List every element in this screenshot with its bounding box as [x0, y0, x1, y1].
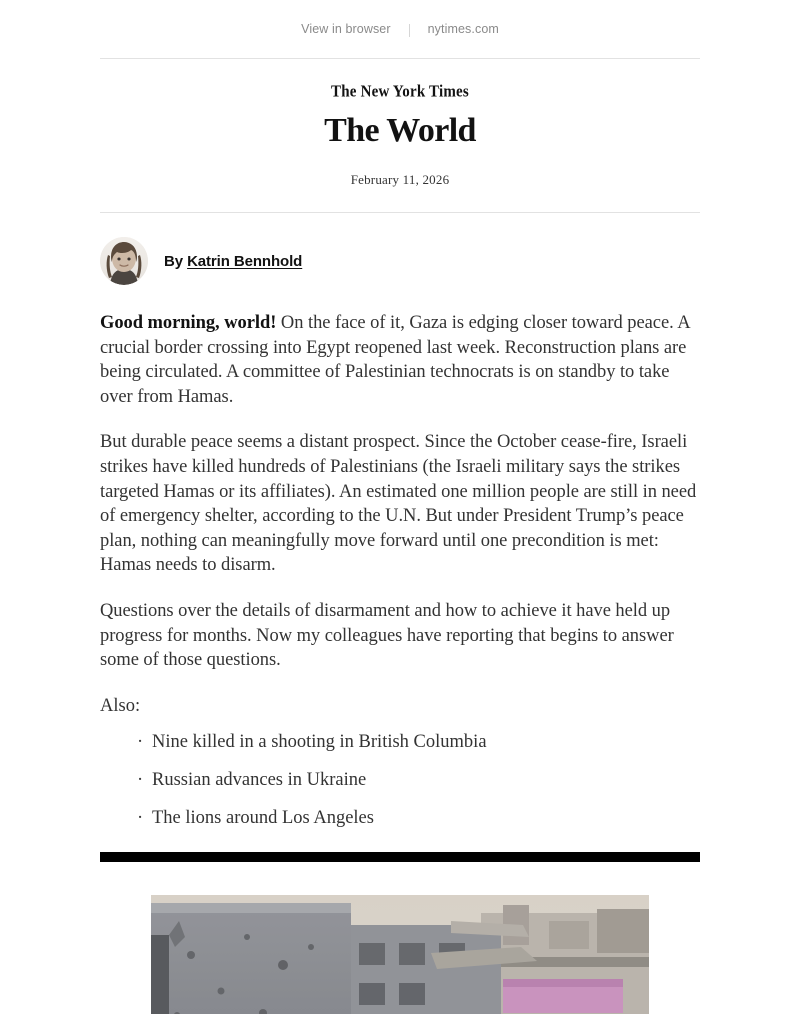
- masthead: [0, 59, 800, 188]
- bullet-marker-icon: ·: [137, 732, 144, 753]
- byline-text: [164, 253, 302, 270]
- list-item-label[interactable]: The lions around Los Angeles: [152, 808, 374, 829]
- paragraph-1-text: On the face of it, Gaza is edging closer toward peace. A crucial border crossing into Egypt reopened last week. Reconstruction plans are being circulated. A committee of Palestinian technocrats is on standby to take over from Hamas.: [100, 313, 690, 407]
- masthead-spacer: [0, 188, 800, 212]
- newsletter-title: The World: [324, 112, 476, 149]
- bullet-marker-icon: ·: [137, 808, 144, 829]
- list-item-label[interactable]: Nine killed in a shooting in British Columbia: [152, 732, 487, 753]
- view-in-browser-link[interactable]: View in browser: [301, 22, 391, 36]
- lead-in-phrase: Good morning, world!: [100, 313, 277, 333]
- nyt-wordmark[interactable]: The New York Times: [331, 82, 469, 102]
- bullet-marker-icon: ·: [137, 770, 144, 791]
- section-divider-bar: [100, 852, 700, 862]
- avatar: [100, 237, 148, 285]
- issue-date: February 11, 2026: [350, 172, 450, 187]
- list-item[interactable]: [100, 806, 700, 830]
- byline-prefix: By: [164, 252, 183, 270]
- paragraph-1: [100, 311, 700, 409]
- list-item[interactable]: [100, 768, 700, 792]
- lead-photo-image: [151, 895, 649, 1014]
- preheader-separator: [409, 24, 410, 37]
- paragraph-2: But durable peace seems a distant prospect. Since the October cease-fire, Israeli strikes have killed hundreds of Palestinians (the Israeli military says the strikes targeted Hamas or its affiliates). An estimated one million people are still in need of emergency shelter, according to the U.N. But under President Trump’s peace plan, nothing can meaningfully move forward until one precondition is met: Hamas needs to disarm.: [100, 432, 697, 576]
- byline: [100, 213, 700, 285]
- lead-photo[interactable]: [151, 895, 649, 1014]
- also-label: Also:: [100, 695, 141, 716]
- paragraph-3: Questions over the details of disarmament and how to achieve it have held up progress for months. Now my colleagues have reporting that begins to answer some of those questions.: [100, 600, 674, 671]
- article-body: [100, 285, 700, 830]
- preheader-bar: [0, 0, 800, 58]
- author-portrait-icon: [100, 237, 148, 285]
- author-link[interactable]: Katrin Bennhold: [187, 252, 303, 270]
- also-list: [100, 730, 700, 830]
- list-item[interactable]: [100, 730, 700, 754]
- list-item-label[interactable]: Russian advances in Ukraine: [152, 770, 367, 791]
- nytimes-site-link[interactable]: nytimes.com: [427, 22, 499, 36]
